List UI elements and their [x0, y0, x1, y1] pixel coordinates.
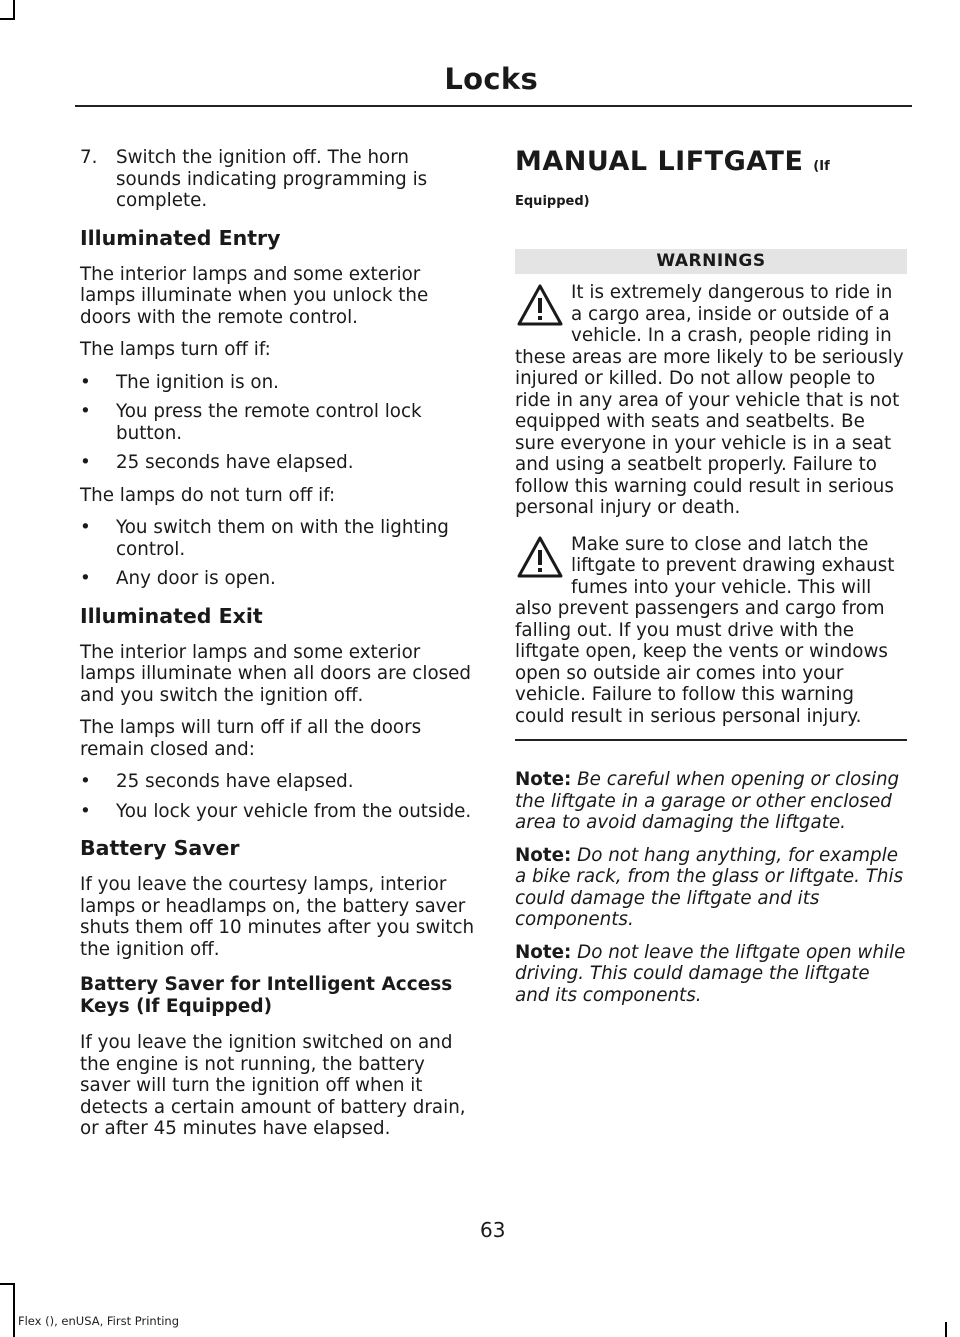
- note: [515, 942, 907, 1007]
- left-column: [80, 147, 475, 1151]
- bullet-icon: •: [80, 452, 91, 473]
- crop-mark: [0, 1283, 15, 1285]
- list-item: [80, 517, 475, 560]
- note-label: Note:: [515, 844, 572, 866]
- crop-mark: [0, 18, 15, 20]
- note-label: Note:: [515, 941, 572, 963]
- bullet-list: [80, 372, 475, 474]
- subheading-battery-saver-ia-keys: Battery Saver for Intelligent Access Keys (If Equipped): [80, 974, 453, 1017]
- crop-mark: [945, 1322, 947, 1337]
- list-item-text: You press the remote control lock button.: [116, 401, 422, 444]
- list-item: [80, 568, 475, 590]
- bullet-list: [80, 517, 475, 590]
- note-text: Be careful when opening or closing the liftgate in a garage or other enclosed area to avoid damaging the liftgate.: [515, 769, 900, 833]
- note: [515, 845, 907, 931]
- paragraph: The lamps will turn off if all the doors remain closed and:: [80, 717, 422, 760]
- step-text: Switch the ignition off. The horn sounds indicating programming is complete.: [116, 147, 428, 211]
- heading-suffix: (If Equipped): [515, 159, 830, 209]
- bullet-list: [80, 771, 475, 822]
- list-item-text: You lock your vehicle from the outside.: [116, 800, 472, 822]
- list-item: [80, 452, 475, 474]
- page-number: 63: [480, 1218, 506, 1242]
- bullet-icon: •: [80, 517, 91, 538]
- crop-mark: [13, 1283, 15, 1337]
- warning-text: Make sure to close and latch the liftgate to prevent drawing exhaust fumes into your vehicle. This will also prevent passengers and cargo from falling out. If you must drive with the liftgate open, keep the vents or windows open so outside air comes into your vehicle. Failure to follow this warning could result in serious personal injury.: [515, 533, 895, 727]
- step-number: 7.: [80, 147, 98, 168]
- edition-footer: Flex (), enUSA, First Printing: [18, 1314, 179, 1328]
- warning-triangle-icon: [515, 534, 565, 582]
- header-rule: [75, 105, 912, 107]
- list-item: [80, 801, 475, 823]
- crop-mark: [13, 0, 15, 20]
- list-item-text: Any door is open.: [116, 568, 276, 589]
- right-column: [515, 147, 907, 1017]
- paragraph: The lamps turn off if:: [80, 339, 271, 360]
- note-text: Do not hang anything, for example a bike rack, from the glass or liftgate. This could damage the liftgate and its components.: [515, 844, 904, 930]
- list-item: [80, 372, 475, 394]
- warnings-end-rule: [515, 739, 907, 741]
- list-item: [80, 771, 475, 793]
- bullet-icon: •: [80, 568, 91, 589]
- section-heading-manual-liftgate: [515, 147, 907, 217]
- heading-illuminated-exit: Illuminated Exit: [80, 603, 263, 628]
- heading-text: MANUAL LIFTGATE: [515, 146, 804, 177]
- warning-triangle-icon: [515, 282, 565, 330]
- paragraph: The interior lamps and some exterior lamps illuminate when all doors are closed and you switch the ignition off.: [80, 641, 472, 706]
- paragraph: The lamps do not turn off if:: [80, 484, 336, 506]
- step-7: [80, 147, 475, 212]
- bullet-icon: •: [80, 771, 91, 792]
- bullet-icon: •: [80, 401, 91, 422]
- paragraph: If you leave the ignition switched on and the engine is not running, the battery saver will turn the ignition off when it detects a certain amount of battery drain, or after 45 minutes have elapsed.: [80, 1032, 466, 1139]
- list-item-text: 25 seconds have elapsed.: [116, 452, 354, 473]
- list-item-text: 25 seconds have elapsed.: [116, 771, 354, 792]
- page-title: Locks: [444, 62, 538, 96]
- warning-item: [515, 282, 907, 519]
- note: [515, 769, 907, 834]
- heading-battery-saver: Battery Saver: [80, 836, 240, 860]
- paragraph: If you leave the courtesy lamps, interior lamps or headlamps on, the battery saver shuts them off 10 minutes after you switch the ignition off.: [80, 874, 475, 960]
- list-item-text: You switch them on with the lighting control.: [116, 517, 449, 560]
- note-label: Note:: [515, 769, 572, 790]
- note-text: Do not leave the liftgate open while driving. This could damage the liftgate and its components.: [515, 941, 906, 1006]
- warning-text: It is extremely dangerous to ride in a cargo area, inside or outside of a vehicle. In a crash, people riding in these areas are more likely to be seriously injured or killed. Do not allow people to ride in any area of your vehicle that is not equipped with seats and seatbelts. Be sure everyone in your vehicle is in a seat and using a seatbelt properly. Failure to follow this warning could result in serious personal injury or death.: [515, 282, 904, 518]
- heading-illuminated-entry: Illuminated Entry: [80, 225, 281, 250]
- bullet-icon: •: [80, 800, 91, 822]
- warnings-banner: WARNINGS: [515, 249, 907, 274]
- list-item-text: The ignition is on.: [116, 371, 279, 393]
- paragraph: The interior lamps and some exterior lamps illuminate when you unlock the doors with the remote control.: [80, 263, 429, 328]
- list-item: [80, 401, 475, 444]
- warning-item: [515, 534, 907, 728]
- bullet-icon: •: [80, 371, 91, 393]
